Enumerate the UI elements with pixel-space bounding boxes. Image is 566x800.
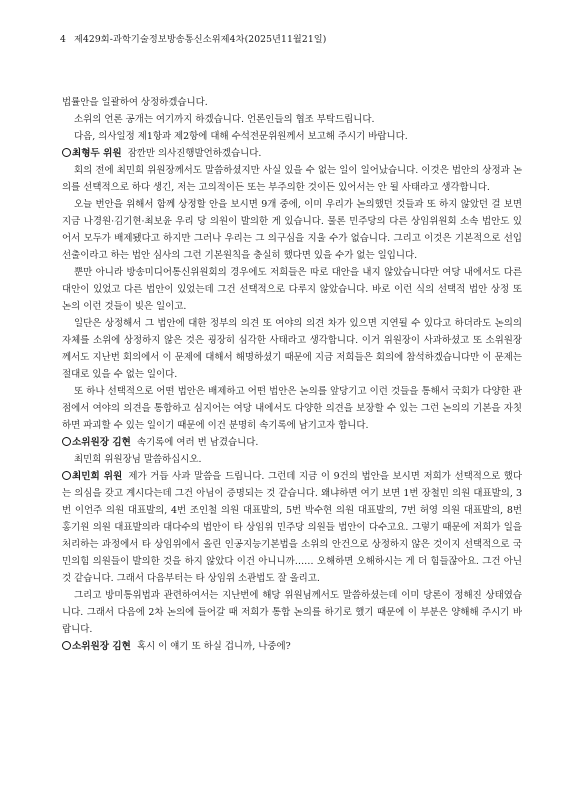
speaker-name: 최민희 위원 bbox=[72, 471, 123, 482]
speaker-text: 잠깐만 의사진행발언하겠습니다. bbox=[127, 148, 262, 159]
speaker-name: 소위원장 김현 bbox=[72, 437, 131, 448]
page-header bbox=[60, 34, 520, 46]
speaker-turn bbox=[62, 434, 522, 451]
paragraph: 또 하나 선택적으로 어떤 법안은 배제하고 어떤 법안은 논의를 앞당기고 이런 것들을 통해서 국회가 다양한 관점에서 여야의 의견을 통합하고 심지어는 여당 내에서도 다양한 의견을 보장할 수 있는 그런 논의의 기본을 자칫하면 파괴할 수 있는 일이기 때문에 이건 분명히 속기록에 남기고자 합니다. bbox=[62, 386, 522, 431]
paragraph: 그리고 방미통위법과 관련하여서는 지난번에 해당 위원님께서도 말씀하셨는데 이미 당론이 정해진 상태였습니다. 그래서 다음에 2차 논의에 들어갈 때 저희가 통합 논의를 하기로 했기 때문에 이 부분은 양해해 주시기 바랍니다. bbox=[62, 590, 522, 635]
paragraph: 법률안을 일괄하여 상정하겠습니다. bbox=[62, 97, 208, 108]
speaker-turn bbox=[62, 468, 522, 587]
speaker-turn bbox=[62, 638, 522, 655]
speaker-circle-icon bbox=[62, 148, 71, 157]
speaker-name: 최형두 위원 bbox=[72, 148, 122, 159]
paragraph: 소위의 언론 공개는 여기까지 하겠습니다. 언론인들의 협조 부탁드립니다. bbox=[74, 114, 375, 125]
paragraph: 일단은 상정해서 그 법안에 대한 정부의 의견 또 여야의 의견 차가 있으면 지연될 수 있다고 하더라도 논의의 자체를 소위에 상정하지 않은 것은 굉장히 심각한 사태라고 생각합니다. 이거 위원장이 사과하셨고 또 소위원장께서도 지난번 회의에서 이 문제에 대해서 해명하셨기 때문에 지금 저희들은 회의에 참석하겠습니다만 이 문제는 절대로 있을 수 없는 일이다. bbox=[62, 318, 522, 380]
speaker-circle-icon bbox=[62, 471, 71, 480]
speaker-turn bbox=[62, 145, 522, 162]
paragraph: 회의 전에 최민희 위원장께서도 말씀하셨지만 사실 있을 수 없는 일이 일어났습니다. 이것은 법안의 상정과 논의를 선택적으로 하다 생긴, 저는 고의적이든 또는 부주의한 것이든 있어서는 안 될 사태라고 생각합니다. bbox=[62, 165, 522, 193]
speaker-text: 혹시 이 얘기 또 하실 겁니까, 나중에? bbox=[136, 641, 291, 652]
paragraph: 오늘 번안을 위해서 함께 상정할 안을 보시면 9개 중에, 이미 우리가 논의했던 것들과 또 하지 않았던 걸 보면 지금 나경원·김기현·최보윤 우리 당 의원이 발의한 게 있습니다. 물론 민주당의 다른 상임위원회 소속 법안도 있어서 모두가 배제됐다고 하지만 그러나 우리는 그 의구심을 지울 수가 없습니다. 그리고 이것은 기본적으로 선입선출이라고 하는 법안 심사의 그런 기본원칙을 충실히 했다면 있을 수가 없는 일입니다. bbox=[62, 199, 522, 261]
speaker-text: 속기록에 여러 번 남겼습니다. bbox=[136, 437, 259, 448]
paragraph: 뿐만 아니라 방송미디어통신위원회의 경우에도 저희들은 따로 대안을 내지 않았습니다만 여당 내에서도 다른 대안이 있었고 다른 법안이 있었는데 그건 선택적으로 다루지 않았습니다. 바로 이런 식의 선택적 법안 상정 또 논의 이런 것들이 빚은 일이고. bbox=[62, 267, 522, 312]
document-title: 제429회-과학기술정보방송통신소위제4차(2025년11월21일) bbox=[73, 34, 327, 45]
speaker-circle-icon bbox=[62, 641, 71, 650]
speaker-name: 소위원장 김현 bbox=[72, 641, 131, 652]
speaker-text: 제가 거듭 사과 말씀을 드립니다. 그런데 지금 이 9건의 법안을 보시면 저희가 선택적으로 했다는 의심을 갖고 계시다는데 그건 아님이 증명되는 것 같습니다. 왜냐하면 여기 보면 1번 장철민 의원 대표발의, 3번 이언주 의원 대표발의, 4번 조인철 의원 대표발의, 5번 박수현 의원 대표발의, 7번 허영 의원 대표발의, 8번 홍기원 의원 대표발의라 대다수의 법안이 타 상임위 민주당 의원들 법안이 다수고요. 그렇기 때문에 저희가 일을 처리하는 과정에서 타 상임위에서 올린 인공지능기본법을 소위의 안건으로 상정하지 않은 것이지 선택적으로 국민의힘 의원들이 발의한 것을 하지 않았다 이건 아니니까…… 오해하면 오해하시는 게 더 힘들잖아요. 그건 아닌 것 같습니다. 그래서 다음부터는 타 상임위 소관법도 잘 올리고. bbox=[62, 471, 522, 584]
speaker-circle-icon bbox=[62, 437, 71, 446]
page-number: 4 bbox=[60, 34, 66, 45]
paragraph: 다음, 의사일정 제1항과 제2항에 대해 수석전문위원께서 보고해 주시기 바랍니다. bbox=[74, 131, 408, 142]
paragraph: 최민희 위원장님 말씀하십시오. bbox=[74, 454, 202, 465]
transcript-body bbox=[62, 94, 522, 655]
